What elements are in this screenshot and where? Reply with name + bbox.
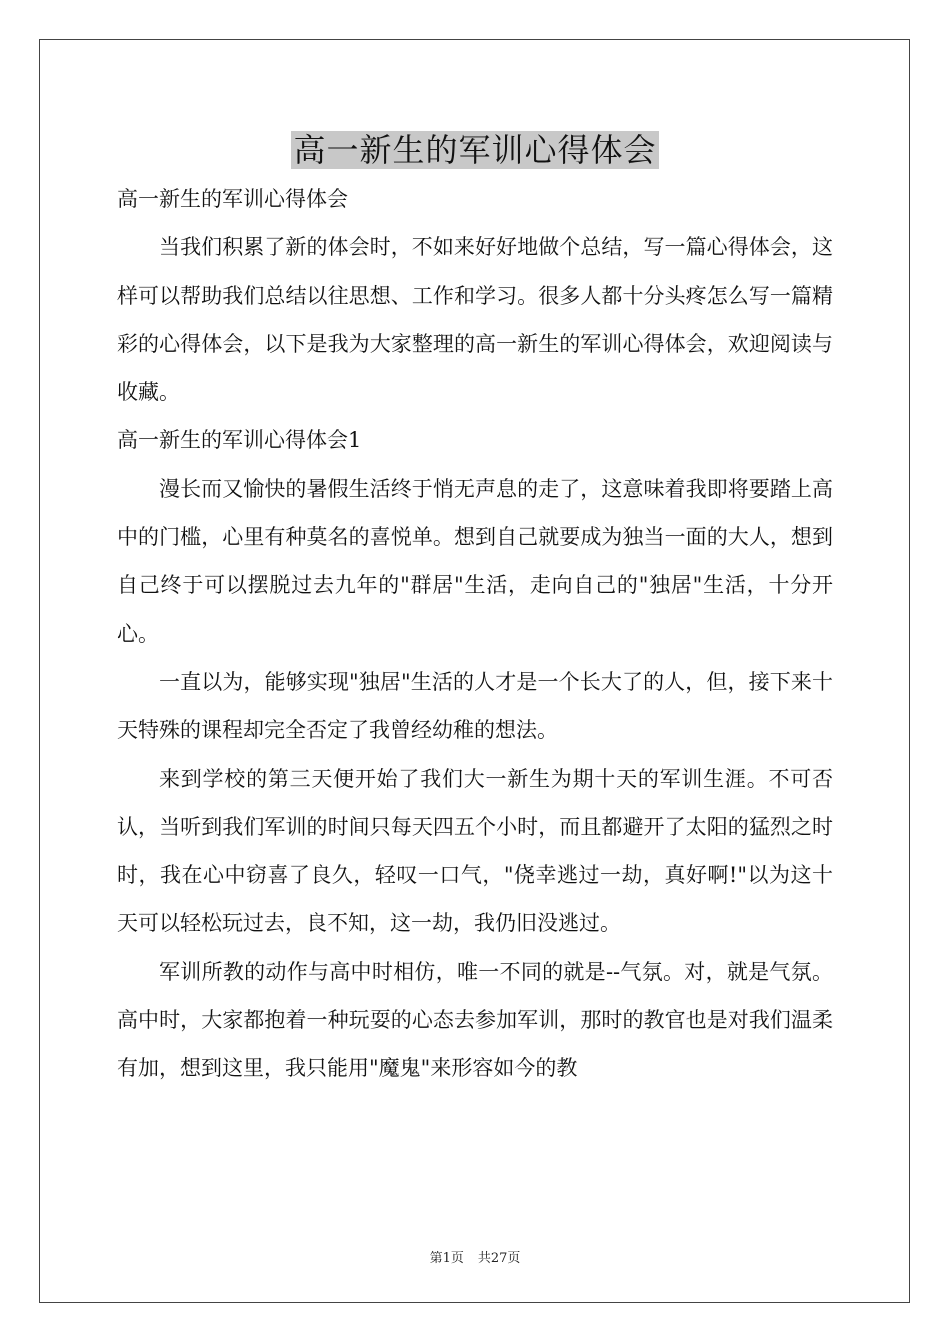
paragraph-1: 漫长而又愉快的暑假生活终于悄无声息的走了，这意味着我即将要踏上高中的门槛，心里有种莫名的喜悦单。想到自己就要成为独当一面的大人，想到自己终于可以摆脱过去九年的"群居"生活，走向自己的"独居"生活，十分开心。 xyxy=(117,476,833,646)
page-number: 第1页 xyxy=(429,1251,464,1266)
paragraph-intro: 当我们积累了新的体会时，不如来好好地做个总结，写一篇心得体会，这样可以帮助我们总结以往思想、工作和学习。很多人都十分头疼怎么写一篇精彩的心得体会，以下是我为大家整理的高一新生的军训心得体会，欢迎阅读与收藏。 xyxy=(117,235,833,405)
document-body xyxy=(117,175,833,1093)
page-footer xyxy=(0,1247,950,1266)
paragraph-3: 来到学校的第三天便开始了我们大一新生为期十天的军训生涯。不可否认，当听到我们军训的时间只每天四五个小时，而且都避开了太阳的猛烈之时时，我在心中窃喜了良久，轻叹一口气，"侥幸逃过一劫，真好啊!"以为这十天可以轻松玩过去，良不知，这一劫，我仍旧没逃过。 xyxy=(117,766,833,936)
section-heading-1: 高一新生的军训心得体会1 xyxy=(117,428,362,453)
subtitle-line: 高一新生的军训心得体会 xyxy=(117,187,348,211)
paragraph-4: 军训所教的动作与高中时相仿，唯一不同的就是--气氛。对，就是气氛。高中时，大家都抱着一种玩耍的心态去参加军训，那时的教官也是对我们温柔有加，想到这里，我只能用"魔鬼"来形容如今的教 xyxy=(117,959,833,1081)
page-total: 共27页 xyxy=(477,1251,521,1266)
document-title xyxy=(0,128,950,172)
paragraph-2: 一直以为，能够实现"独居"生活的人才是一个长大了的人，但，接下来十天特殊的课程却完全否定了我曾经幼稚的想法。 xyxy=(117,669,833,743)
document-title-text: 高一新生的军训心得体会 xyxy=(293,131,657,169)
